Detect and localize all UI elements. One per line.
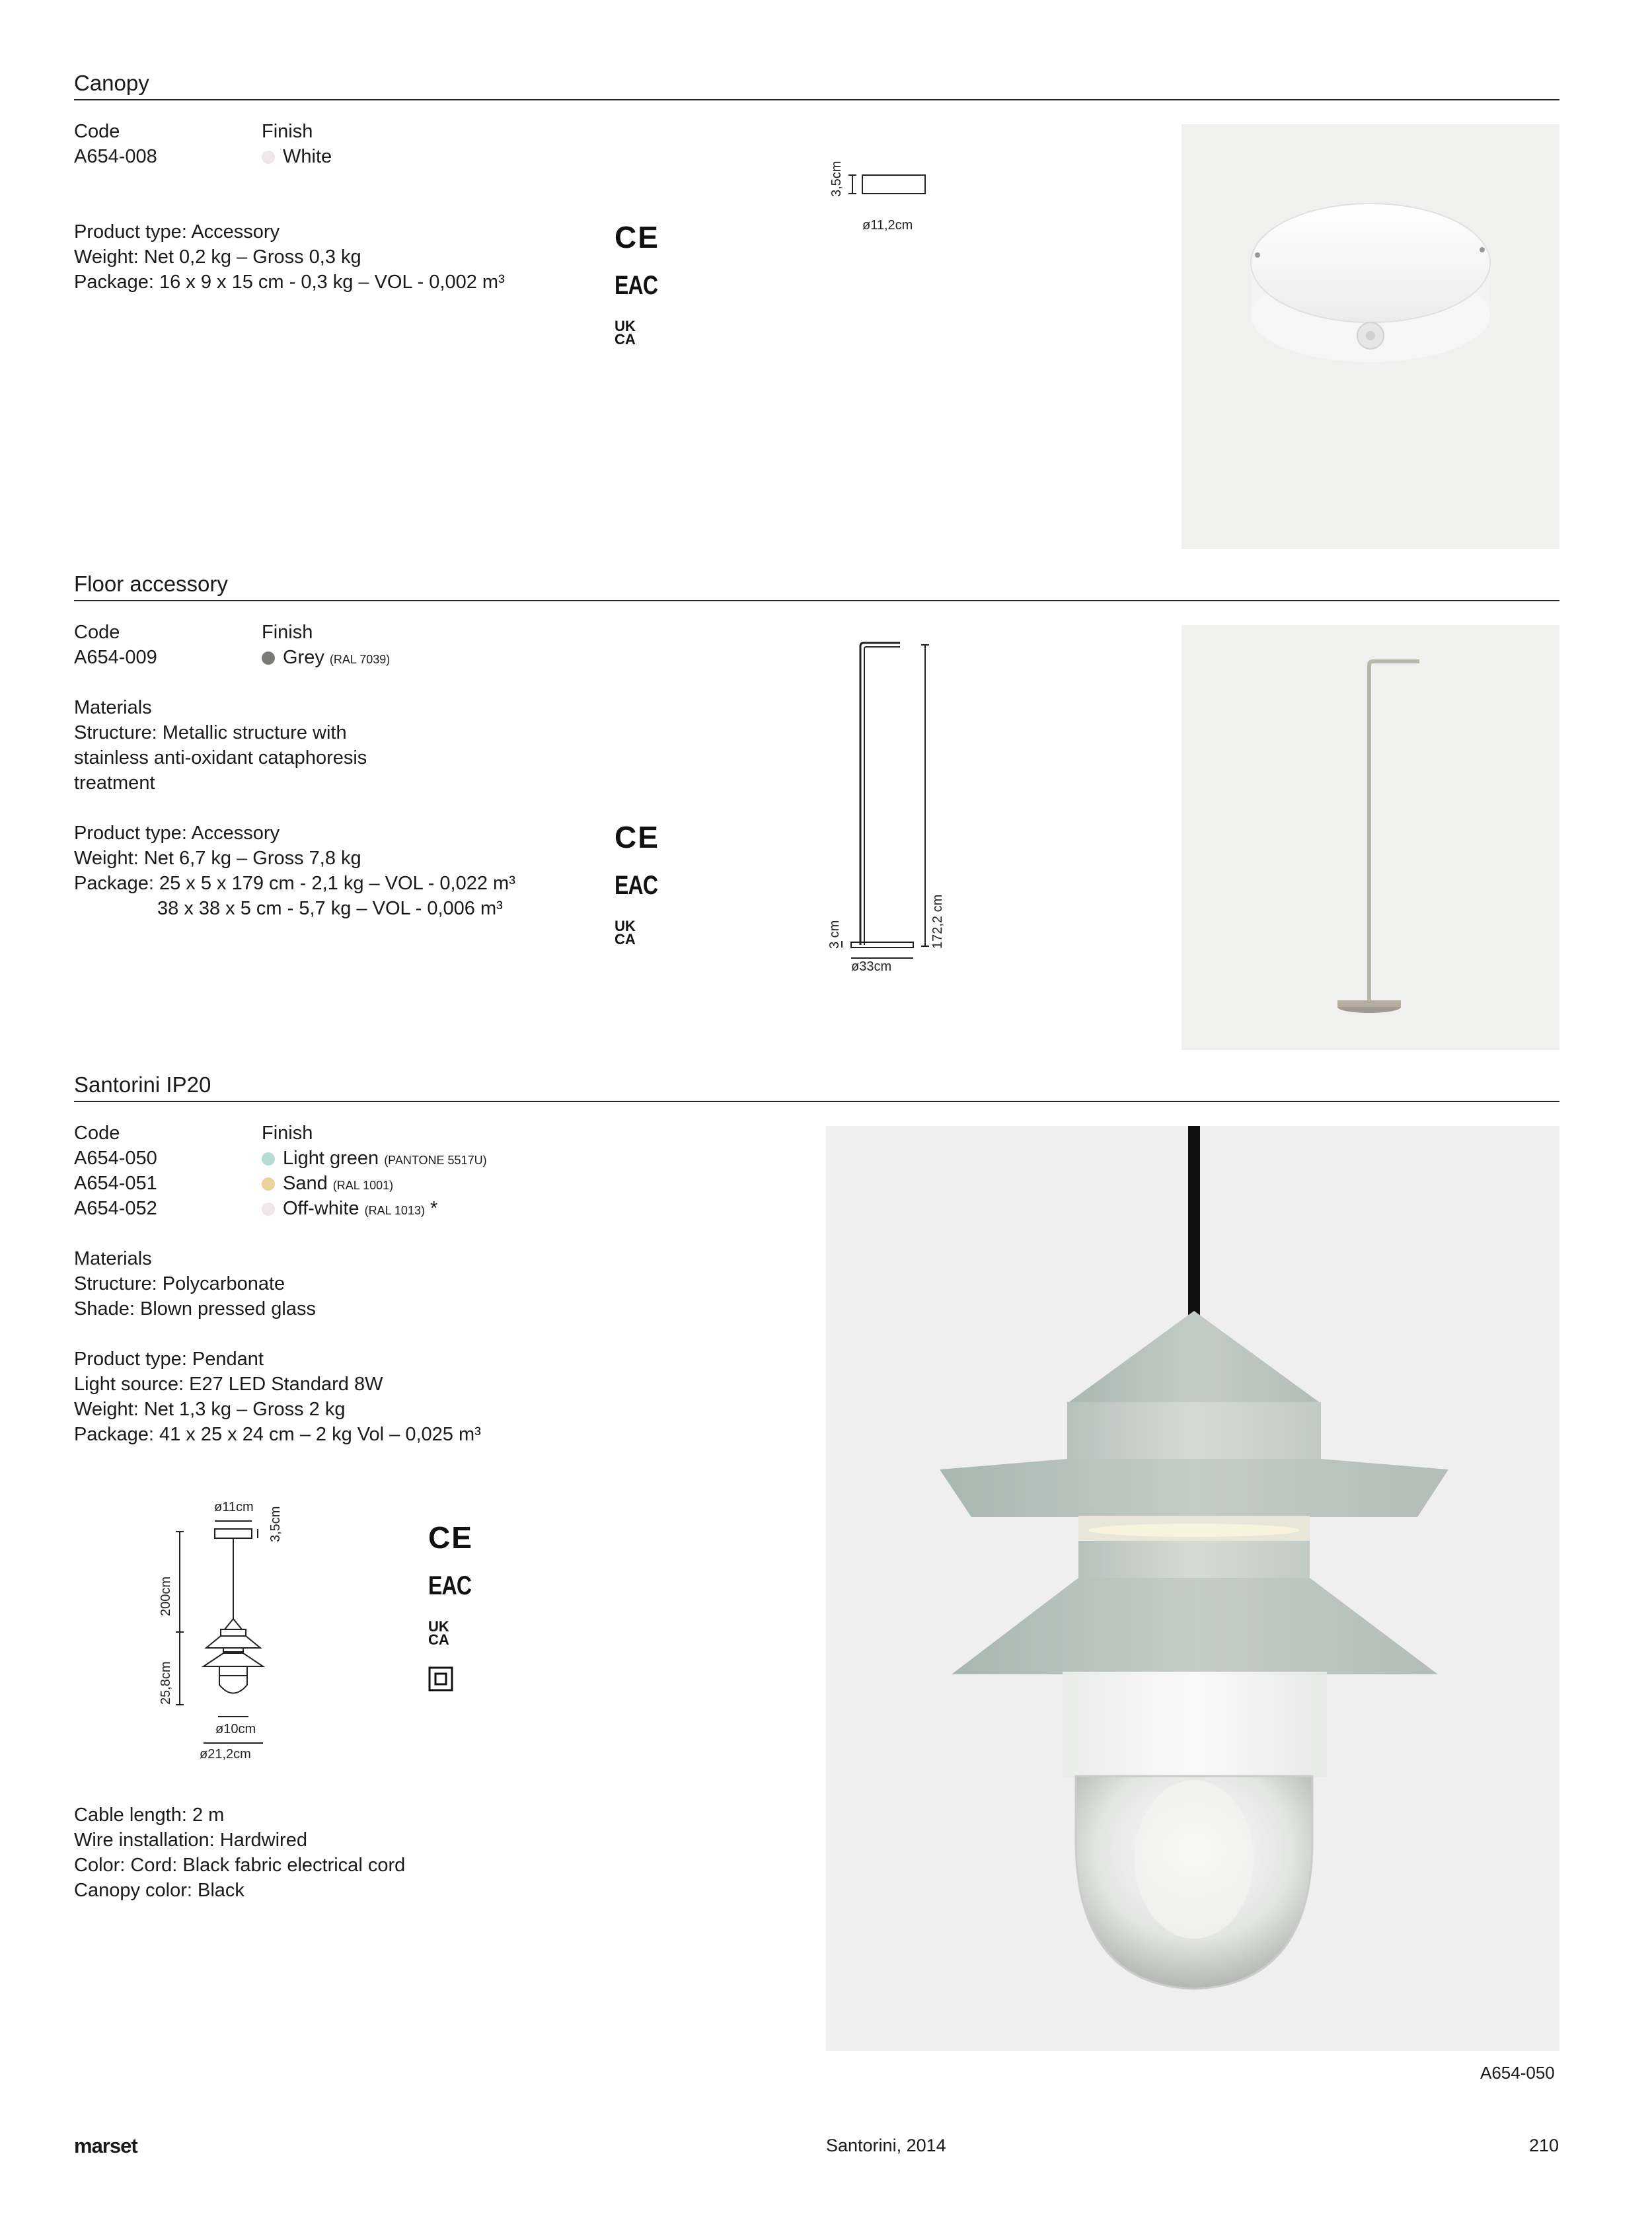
pendant-large-diameter-label: ø21,2cm — [200, 1747, 251, 1762]
color-swatch — [262, 651, 275, 665]
materials-line: Structure: Metallic structure with — [74, 722, 347, 743]
product-code: A654-051 — [74, 1173, 157, 1194]
ce-mark-icon: CE — [615, 820, 659, 854]
code-label: Code — [74, 622, 120, 643]
materials-line: stainless anti-oxidant cataphoresis — [74, 747, 367, 768]
product-type: Product type: Accessory — [74, 823, 280, 844]
package: Package: 25 x 5 x 179 cm - 2,1 kg – VOL - 0,022 m³ — [74, 873, 515, 894]
santorini-pendant-illustration — [826, 1126, 1559, 2051]
floor-dimension-drawing — [833, 641, 938, 971]
canopy-diameter-label: ø11,2cm — [862, 218, 913, 233]
finish-ref: (RAL 1001) — [332, 1179, 394, 1192]
color-swatch — [262, 1203, 275, 1216]
product-code: A654-009 — [74, 647, 157, 668]
wire-installation: Wire installation: Hardwired — [74, 1830, 307, 1851]
package: Package: 41 x 25 x 24 cm – 2 kg Vol – 0,025 m³ — [74, 1424, 481, 1445]
section-divider — [74, 1101, 1559, 1102]
cable-length: Cable length: 2 m — [74, 1804, 225, 1826]
finish-name: Light green — [283, 1148, 379, 1169]
certification-marks — [428, 1522, 482, 1693]
materials-line: treatment — [74, 772, 155, 794]
finish-option — [262, 1146, 487, 1173]
certification-marks — [615, 822, 668, 946]
ukca-mark-icon: UK CA — [615, 918, 636, 948]
pendant-lamp-height-label: 25,8cm — [159, 1661, 173, 1705]
canopy-color: Canopy color: Black — [74, 1880, 244, 1901]
product-code: A654-008 — [74, 146, 157, 167]
section-title-floor-accessory: Floor accessory — [74, 572, 228, 596]
finish-name: White — [283, 146, 332, 167]
materials-label: Materials — [74, 697, 152, 718]
code-label: Code — [74, 1123, 120, 1144]
class-ii-icon — [428, 1666, 455, 1693]
finish-ral: (RAL 7039) — [329, 653, 391, 666]
floor-height-label: 172,2 cm — [930, 894, 945, 949]
floor-base-height-label: 3 cm — [827, 920, 842, 949]
finish-name: Sand — [283, 1173, 328, 1194]
floor-accessory-photo — [1182, 625, 1559, 1050]
footer-collection: Santorini, 2014 — [826, 2136, 946, 2155]
code-label: Code — [74, 121, 120, 142]
brand-logo: marset — [74, 2134, 137, 2157]
finish-option — [262, 645, 390, 672]
eac-mark-icon: EAC — [428, 1571, 472, 1600]
finish-ref: (PANTONE 5517U) — [384, 1154, 487, 1167]
materials-line: Structure: Polycarbonate — [74, 1273, 285, 1294]
section-title-canopy: Canopy — [74, 71, 149, 95]
finish-name: Off-white — [283, 1198, 359, 1219]
cord-color: Color: Cord: Black fabric electrical cord — [74, 1855, 406, 1876]
materials-label: Materials — [74, 1248, 152, 1269]
finish-option — [262, 1171, 393, 1198]
floor-stand-illustration — [1182, 625, 1559, 1050]
weight: Weight: Net 6,7 kg – Gross 7,8 kg — [74, 848, 361, 869]
ce-mark-icon: CE — [615, 220, 659, 254]
section-divider — [74, 99, 1559, 100]
pendant-canopy-diameter-label: ø11cm — [214, 1500, 254, 1514]
page-number: 210 — [1529, 2136, 1559, 2155]
santorini-pendant-photo — [826, 1126, 1559, 2051]
color-swatch — [262, 1152, 275, 1166]
materials-line: Shade: Blown pressed glass — [74, 1298, 316, 1319]
product-code: A654-052 — [74, 1198, 157, 1219]
ukca-mark-icon: UK CA — [615, 318, 636, 348]
finish-ref: (RAL 1013) — [364, 1204, 425, 1217]
finish-name: Grey — [283, 647, 324, 668]
light-source: Light source: E27 LED Standard 8W — [74, 1374, 383, 1395]
section-title-santorini: Santorini IP20 — [74, 1072, 211, 1097]
pendant-canopy-height-label: 3,5cm — [268, 1506, 283, 1542]
photo-caption: A654-050 — [1480, 2063, 1555, 2083]
weight: Weight: Net 1,3 kg – Gross 2 kg — [74, 1399, 346, 1420]
finish-label: Finish — [262, 1123, 313, 1144]
package: Package: 16 x 9 x 15 cm - 0,3 kg – VOL - 0,002 m³ — [74, 272, 505, 293]
canopy-photo — [1182, 124, 1559, 549]
finish-label: Finish — [262, 121, 313, 142]
eac-mark-icon: EAC — [615, 271, 658, 300]
floor-diameter-label: ø33cm — [851, 959, 892, 974]
pendant-small-diameter-label: ø10cm — [215, 1722, 256, 1736]
pendant-cable-length-label: 200cm — [159, 1576, 173, 1616]
ce-mark-icon: CE — [428, 1520, 473, 1555]
product-type: Product type: Pendant — [74, 1349, 264, 1370]
eac-mark-icon: EAC — [615, 871, 658, 900]
weight: Weight: Net 0,2 kg – Gross 0,3 kg — [74, 246, 361, 268]
color-swatch — [262, 1177, 275, 1191]
canopy-illustration — [1182, 124, 1559, 549]
product-code: A654-050 — [74, 1148, 157, 1169]
section-divider — [74, 600, 1559, 601]
finish-option — [262, 1196, 437, 1223]
canopy-height-label: 3,5cm — [829, 161, 844, 197]
product-type: Product type: Accessory — [74, 221, 280, 242]
footnote-mark: * — [430, 1198, 438, 1219]
certification-marks — [615, 222, 668, 346]
ukca-mark-icon: UK CA — [428, 1618, 449, 1648]
color-swatch — [262, 151, 275, 164]
package-second-box: 38 x 38 x 5 cm - 5,7 kg – VOL - 0,006 m³ — [157, 898, 503, 919]
finish-label: Finish — [262, 622, 313, 643]
finish-option — [262, 144, 332, 169]
